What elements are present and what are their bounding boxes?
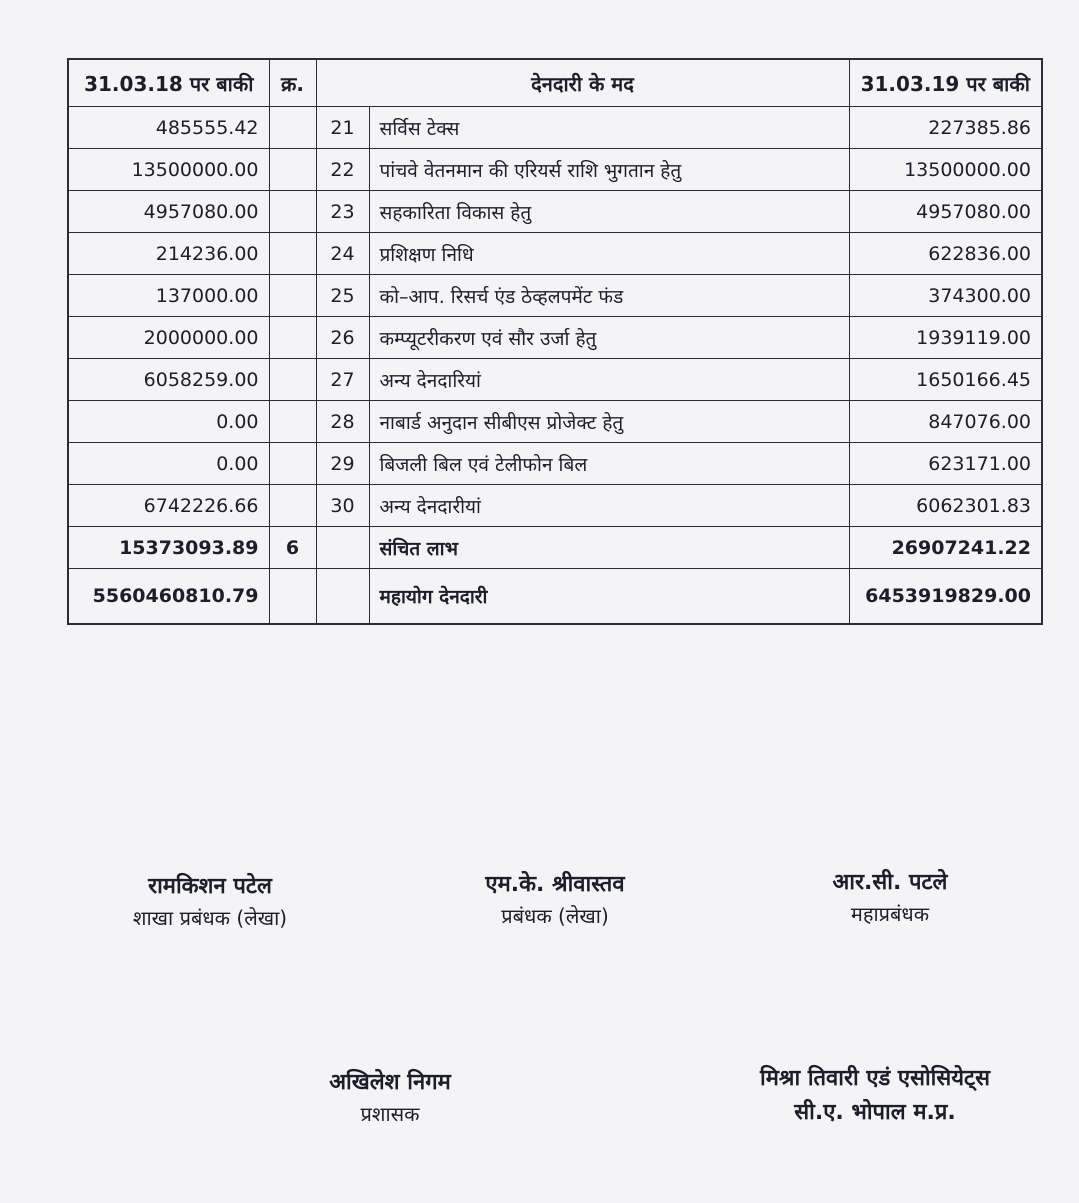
balance-2018-cell: 6742226.66: [68, 485, 269, 527]
item-number-cell: 29: [316, 443, 369, 485]
balance-2019-cell: 623171.00: [849, 443, 1042, 485]
profit-label-cell: संचित लाभ: [369, 527, 849, 569]
signatory-branch-manager: [95, 870, 325, 931]
item-number-cell: 21: [316, 107, 369, 149]
header-balance-2019: 31.03.19 पर बाकी: [849, 59, 1042, 107]
grand-total-2019-cell: 6453919829.00: [849, 569, 1042, 625]
serial-cell: [269, 275, 316, 317]
item-description-cell: प्रशिक्षण निधि: [369, 233, 849, 275]
table-row: [68, 359, 1042, 401]
balance-2019-cell: 374300.00: [849, 275, 1042, 317]
signatory-name: रामकिशन पटेल: [148, 874, 272, 899]
profit-2019-cell: 26907241.22: [849, 527, 1042, 569]
serial-cell: [269, 191, 316, 233]
item-number-cell: 22: [316, 149, 369, 191]
signatory-general-manager: [775, 866, 1005, 927]
table-row: [68, 233, 1042, 275]
serial-cell: [269, 359, 316, 401]
table-row: [68, 401, 1042, 443]
signatory-chartered-accountant: [705, 1062, 1045, 1126]
accumulated-profit-row: [68, 527, 1042, 569]
signatory-title: शाखा प्रबंधक (लेखा): [132, 906, 288, 930]
serial-cell: [269, 317, 316, 359]
balance-2019-cell: 4957080.00: [849, 191, 1042, 233]
balance-2019-cell: 6062301.83: [849, 485, 1042, 527]
balance-2019-cell: 1939119.00: [849, 317, 1042, 359]
balance-2018-cell: 13500000.00: [68, 149, 269, 191]
serial-cell: [269, 485, 316, 527]
signatory-name: अखिलेश निगम: [329, 1070, 451, 1095]
profit-number-cell: [316, 527, 369, 569]
item-description-cell: सहकारिता विकास हेतु: [369, 191, 849, 233]
signatory-title: प्रशासक: [360, 1102, 420, 1126]
item-description-cell: अन्य देनदारीयां: [369, 485, 849, 527]
balance-2019-cell: 847076.00: [849, 401, 1042, 443]
balance-2018-cell: 0.00: [68, 401, 269, 443]
serial-cell: [269, 233, 316, 275]
item-number-cell: 25: [316, 275, 369, 317]
signatory-title: प्रबंधक (लेखा): [501, 904, 609, 928]
item-description-cell: सर्विस टेक्स: [369, 107, 849, 149]
serial-cell: [269, 443, 316, 485]
item-description-cell: बिजली बिल एवं टेलीफोन बिल: [369, 443, 849, 485]
table-row: [68, 275, 1042, 317]
balance-2019-cell: 13500000.00: [849, 149, 1042, 191]
grand-serial-cell: [269, 569, 316, 625]
profit-2018-cell: 15373093.89: [68, 527, 269, 569]
table-row: [68, 485, 1042, 527]
signatory-name: मिश्रा तिवारी एडं एसोसियेट्स: [760, 1066, 990, 1091]
item-number-cell: 27: [316, 359, 369, 401]
header-liability-item: देनदारी के मद: [316, 59, 849, 107]
serial-cell: [269, 401, 316, 443]
signatory-name: आर.सी. पटले: [832, 870, 948, 895]
item-description-cell: कम्प्यूटरीकरण एवं सौर उर्जा हेतु: [369, 317, 849, 359]
table-row: [68, 317, 1042, 359]
item-number-cell: 24: [316, 233, 369, 275]
balance-2018-cell: 2000000.00: [68, 317, 269, 359]
serial-cell: [269, 149, 316, 191]
grand-total-row: [68, 569, 1042, 625]
grand-number-cell: [316, 569, 369, 625]
balance-2018-cell: 485555.42: [68, 107, 269, 149]
item-description-cell: को–आप. रिसर्च एंड ठेव्हलपमेंट फंड: [369, 275, 849, 317]
serial-cell: [269, 107, 316, 149]
signatory-name: एम.के. श्रीवास्तव: [485, 872, 625, 897]
table-row: [68, 107, 1042, 149]
table-body: [68, 107, 1042, 625]
item-description-cell: अन्य देनदारियां: [369, 359, 849, 401]
balance-2019-cell: 227385.86: [849, 107, 1042, 149]
grand-total-2018-cell: 5560460810.79: [68, 569, 269, 625]
balance-2018-cell: 4957080.00: [68, 191, 269, 233]
item-number-cell: 26: [316, 317, 369, 359]
balance-2018-cell: 6058259.00: [68, 359, 269, 401]
liabilities-table: [67, 58, 1043, 625]
item-number-cell: 23: [316, 191, 369, 233]
header-balance-2018: 31.03.18 पर बाकी: [68, 59, 269, 107]
signatory-title: महाप्रबंधक: [850, 902, 930, 926]
balance-2018-cell: 0.00: [68, 443, 269, 485]
table-row: [68, 149, 1042, 191]
header-serial: क्र.: [269, 59, 316, 107]
balance-2019-cell: 1650166.45: [849, 359, 1042, 401]
table-header-row: [68, 59, 1042, 107]
item-description-cell: नाबार्ड अनुदान सीबीएस प्रोजेक्ट हेतु: [369, 401, 849, 443]
item-number-cell: 30: [316, 485, 369, 527]
item-number-cell: 28: [316, 401, 369, 443]
balance-2018-cell: 137000.00: [68, 275, 269, 317]
balance-2018-cell: 214236.00: [68, 233, 269, 275]
grand-total-label-cell: महायोग देनदारी: [369, 569, 849, 625]
profit-serial-cell: 6: [269, 527, 316, 569]
signatory-accounts-manager: [440, 868, 670, 929]
table-row: [68, 443, 1042, 485]
table-row: [68, 191, 1042, 233]
signatory-administrator: [285, 1066, 495, 1127]
item-description-cell: पांचवे वेतनमान की एरियर्स राशि भुगतान हेतु: [369, 149, 849, 191]
balance-2019-cell: 622836.00: [849, 233, 1042, 275]
signatory-title: सी.ए. भोपाल म.प्र.: [794, 1100, 956, 1125]
